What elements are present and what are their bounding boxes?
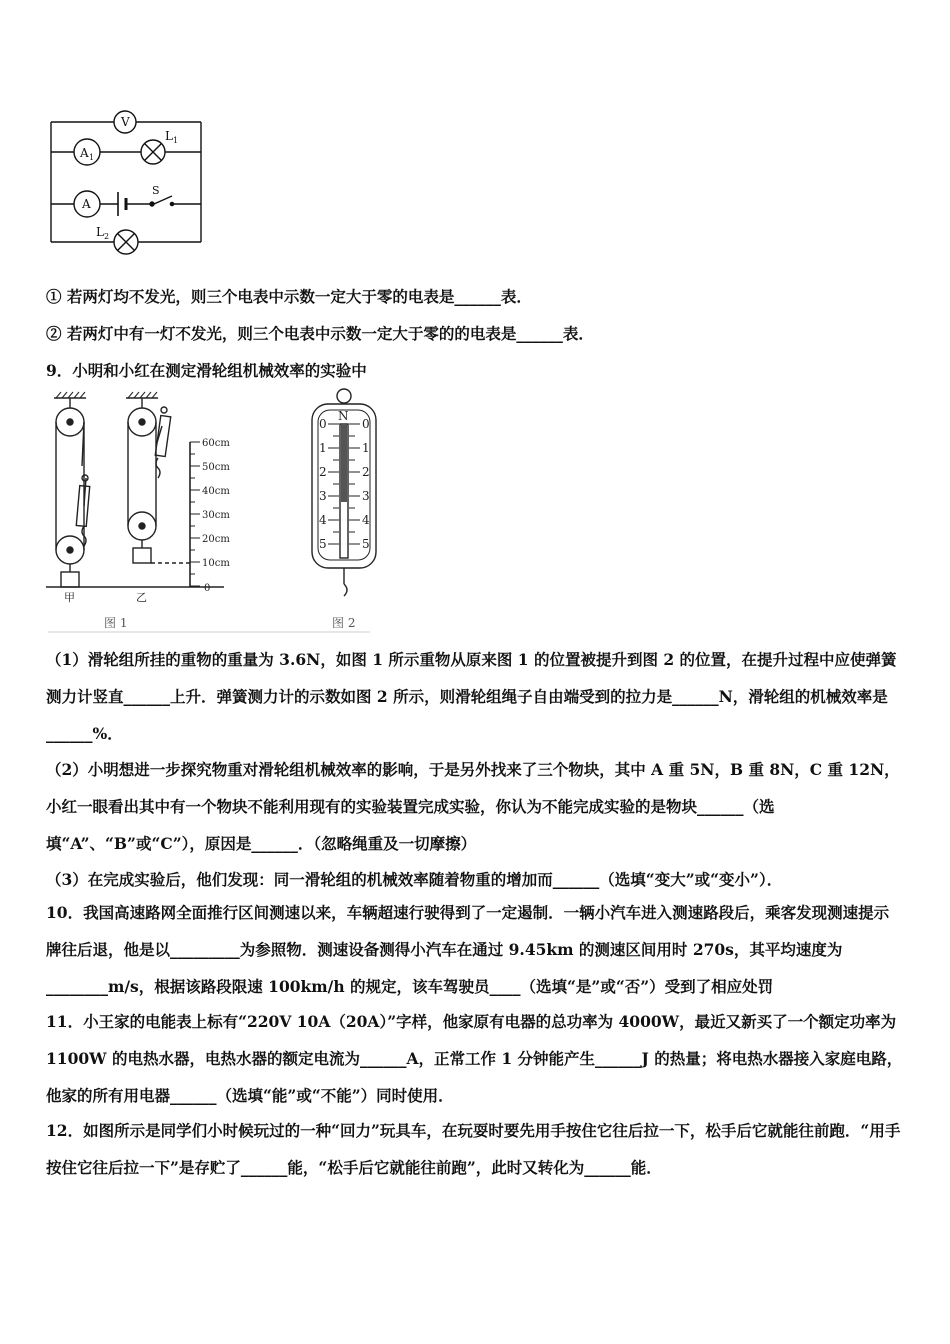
left-number-5: 5 [319,537,327,551]
q8-item-2: ② 若两灯中有一灯不发光，则三个电表中示数一定大于零的的电表是______表． [46,324,594,343]
q10-text: 10．我国高速路网全面推行区间测速以来，车辆超速行驶得到了一定遏制．一辆小汽车进入测速路段后，乘客发现测速提示牌往后退，他是以_________为参照物．测速设备测得小汽车在通过 9.45km 的测速区间用时 270s，其平均速度为________m/s，根据该路段限速 100km/h 的规定，该车驾驶员____（选填“是”或“否”）受到了相应处罚 [46,903,890,996]
lamp-l1-sub: 1 [173,136,179,145]
figure2-caption: 图 2 [332,616,356,630]
circuit-diagram [44,108,209,256]
switch-label: S [152,184,160,197]
q9-part-3: （3）在完成实验后，他们发现：同一滑轮组的机械效率随着物重的增加而______（选填“变大”或“变小”）． [46,870,783,889]
ammeter-a1-sub: 1 [89,153,95,162]
lamp-l2-sub: 2 [104,232,110,241]
right-number-5: 5 [362,537,370,551]
hook-icon [344,584,347,596]
voltmeter-label: V [121,115,130,129]
scale-label-0: 0 [204,583,211,594]
q9-part-1: （1）滑轮组所挂的重物的重量为 3.6N，如图 1 所示重物从原来图 1 的位置被提升到图 2 的位置，在提升过程中应使弹簧测力计竖直______上升．弹簧测力计的示数如图 2 所示，则滑轮组绳子自由端受到的拉力是______N，滑轮组的机械效率是______%． [46,650,897,743]
scale-label-50: 50cm [202,462,230,473]
left-number-0: 0 [319,417,327,431]
label-yi: 乙 [136,591,147,604]
weight-jia [61,572,79,587]
right-number-4: 4 [362,513,370,527]
scale-label-60: 60cm [202,438,230,449]
left-number-3: 3 [319,489,327,503]
right-number-0: 0 [362,417,370,431]
spring-scale-yi [155,415,170,456]
q9-title: 9．小明和小红在测定滑轮组机械效率的实验中 [46,361,367,380]
left-number-1: 1 [319,441,327,455]
scale-label-40: 40cm [202,486,230,497]
spring-scale-figure [306,386,382,598]
ammeter-a-label: A [82,197,91,211]
spring-coil [341,424,347,502]
left-number-2: 2 [319,465,327,479]
q9-part-2: （2）小明想进一步探究物重对滑轮组机械效率的影响，于是另外找来了三个物块，其中 A 重 5N，B 重 8N，C 重 12N，小红一眼看出其中有一个物块不能利用现有的实验装置完成实验，你认为不能完成实验的是物块______（选填“A”、“B”或“C”），原因是______．（忽略绳重及一切摩擦） [46,760,900,853]
q8-item-1: ① 若两灯均不发光，则三个电表中示数一定大于零的电表是______表． [46,287,532,306]
figure1-caption: 图 1 [104,616,128,630]
q12-text: 12．如图所示是同学们小时候玩过的一种“回力”玩具车，在玩耍时要先用手按住它往后拉一下，松手后它就能往前跑．“用手按住它往后拉一下”是存贮了______能，“松手后它就能往前跑”，此时又转化为______能． [46,1121,901,1177]
switch-icon [150,202,154,206]
scale-label-30: 30cm [202,510,230,521]
right-number-1: 1 [362,441,370,455]
scale-label-20: 20cm [202,534,230,545]
q11-text: 11．小王家的电能表上标有“220V 10A（20A）”字样，他家原有电器的总功率为 4000W，最近又新买了一个额定功率为 1100W 的电热水器，电热水器的额定电流为______A，正常工作 1 分钟能产生______J 的热量；将电热水器接入家庭电路，他家的所有用电器______（选填“能”或“不能”）同时使用． [46,1012,903,1105]
hook-ring [337,389,351,403]
right-number-2: 2 [362,465,370,479]
scale-n-label: N [338,409,349,423]
label-jia: 甲 [64,591,75,604]
lamp-l1-label: L [165,129,173,143]
weight-yi [133,548,151,563]
scale-label-10: 10cm [202,558,230,569]
spring-scale-jia [76,486,89,527]
ammeter-a1-label: A [80,146,89,160]
right-number-3: 3 [362,489,370,503]
lamp-l2-label: L [96,225,104,239]
left-number-4: 4 [319,513,327,527]
